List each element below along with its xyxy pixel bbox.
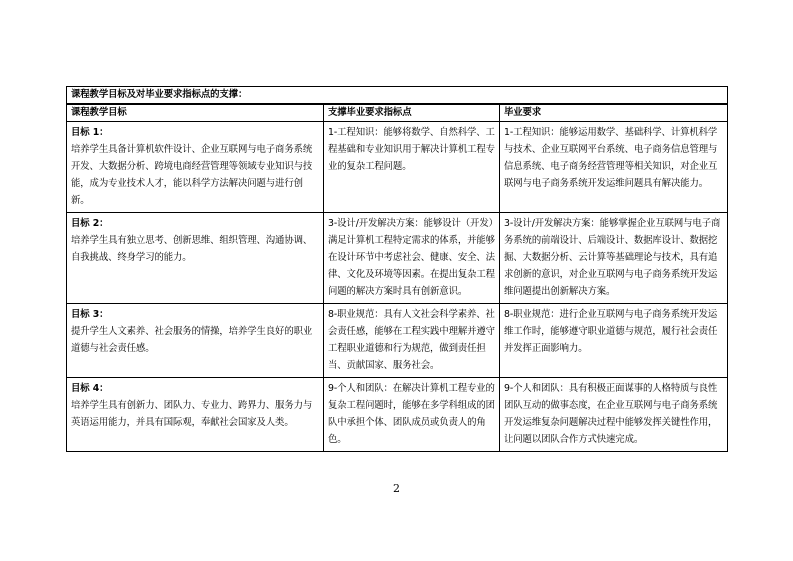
goal-cell	[67, 213, 324, 304]
goal-title: 目标 4：	[71, 383, 109, 394]
header-row	[67, 104, 728, 122]
goal-text: 培养学生具有创新力、团队力、专业力、跨界力、服务力与英语运用能力，并具有国际观，奉献社会国家及人类。	[71, 400, 313, 428]
indicator-cell: 3-设计/开发解决方案：能够设计（开发）满足计算机工程特定需求的体系，并能够在设计环节中考虑社会、健康、安全、法律、文化及环境等因素。在提出复杂工程问题的解决方案时具有创新意识。	[324, 213, 500, 304]
goal-cell	[67, 304, 324, 378]
indicator-cell: 1-工程知识：能够将数学、自然科学、工程基础和专业知识用于解决计算机工程专业的复杂工程问题。	[324, 122, 500, 213]
indicator-cell: 8-职业规范：具有人文社会科学素养、社会责任感，能够在工程实践中理解并遵守工程职业道德和行为规范，做到责任担当、贡献国家、服务社会。	[324, 304, 500, 378]
goal-text: 提升学生人文素养、社会服务的情操，培养学生良好的职业道德与社会责任感。	[71, 326, 313, 354]
goal-title: 目标 2：	[71, 218, 109, 229]
indicator-cell: 9-个人和团队：在解决计算机工程专业的复杂工程问题时，能够在多学科组成的团队中承担个体、团队成员或负责人的角色。	[324, 378, 500, 452]
table-row	[67, 213, 728, 304]
course-objectives-table	[66, 86, 728, 452]
goal-cell	[67, 378, 324, 452]
requirement-cell: 9-个人和团队：具有积极正面谋事的人格特质与良性团队互动的做事态度，在企业互联网与电子商务系统开发运维复杂问题解决过程中能够发挥关键性作用，让问题以团队合作方式快速完成。	[500, 378, 728, 452]
goal-title: 目标 3：	[71, 309, 109, 320]
goal-text: 培养学生具有独立思考、创新思维、组织管理、沟通协调、自我挑战、终身学习的能力。	[71, 235, 313, 263]
requirement-cell: 1-工程知识：能够运用数学、基础科学、计算机科学与技术、企业互联网平台系统、电子商务信息管理与信息系统、电子商务经营管理等相关知识，对企业互联网与电子商务系统开发运维问题具有解决能力。	[500, 122, 728, 213]
table-row	[67, 378, 728, 452]
table-row	[67, 122, 728, 213]
goal-title: 目标 1：	[71, 127, 109, 138]
requirement-cell: 8-职业规范：进行企业互联网与电子商务系统开发运维工作时，能够遵守职业道德与规范，履行社会责任并发挥正面影响力。	[500, 304, 728, 378]
page-number: 2	[393, 482, 400, 495]
goal-text: 培养学生具备计算机软件设计、企业互联网与电子商务系统开发、大数据分析、跨境电商经营管理等领域专业知识与技能，成为专业技术人才，能以科学方法解决问题与进行创新。	[71, 144, 313, 206]
requirement-cell: 3-设计/开发解决方案：能够掌握企业互联网与电子商务系统的前端设计、后端设计、数据库设计、数据挖掘、大数据分析、云计算等基础理论与技术，具有追求创新的意识，对企业互联网与电子商务系统开发运维问题提出创新解决方案。	[500, 213, 728, 304]
header-requirement: 毕业要求	[500, 104, 728, 122]
header-course-goal: 课程教学目标	[67, 104, 324, 122]
header-indicator: 支撑毕业要求指标点	[324, 104, 500, 122]
goal-cell	[67, 122, 324, 213]
table-caption: 课程教学目标及对毕业要求指标点的支撑：	[67, 87, 728, 105]
table-row	[67, 304, 728, 378]
caption-row	[67, 87, 728, 105]
